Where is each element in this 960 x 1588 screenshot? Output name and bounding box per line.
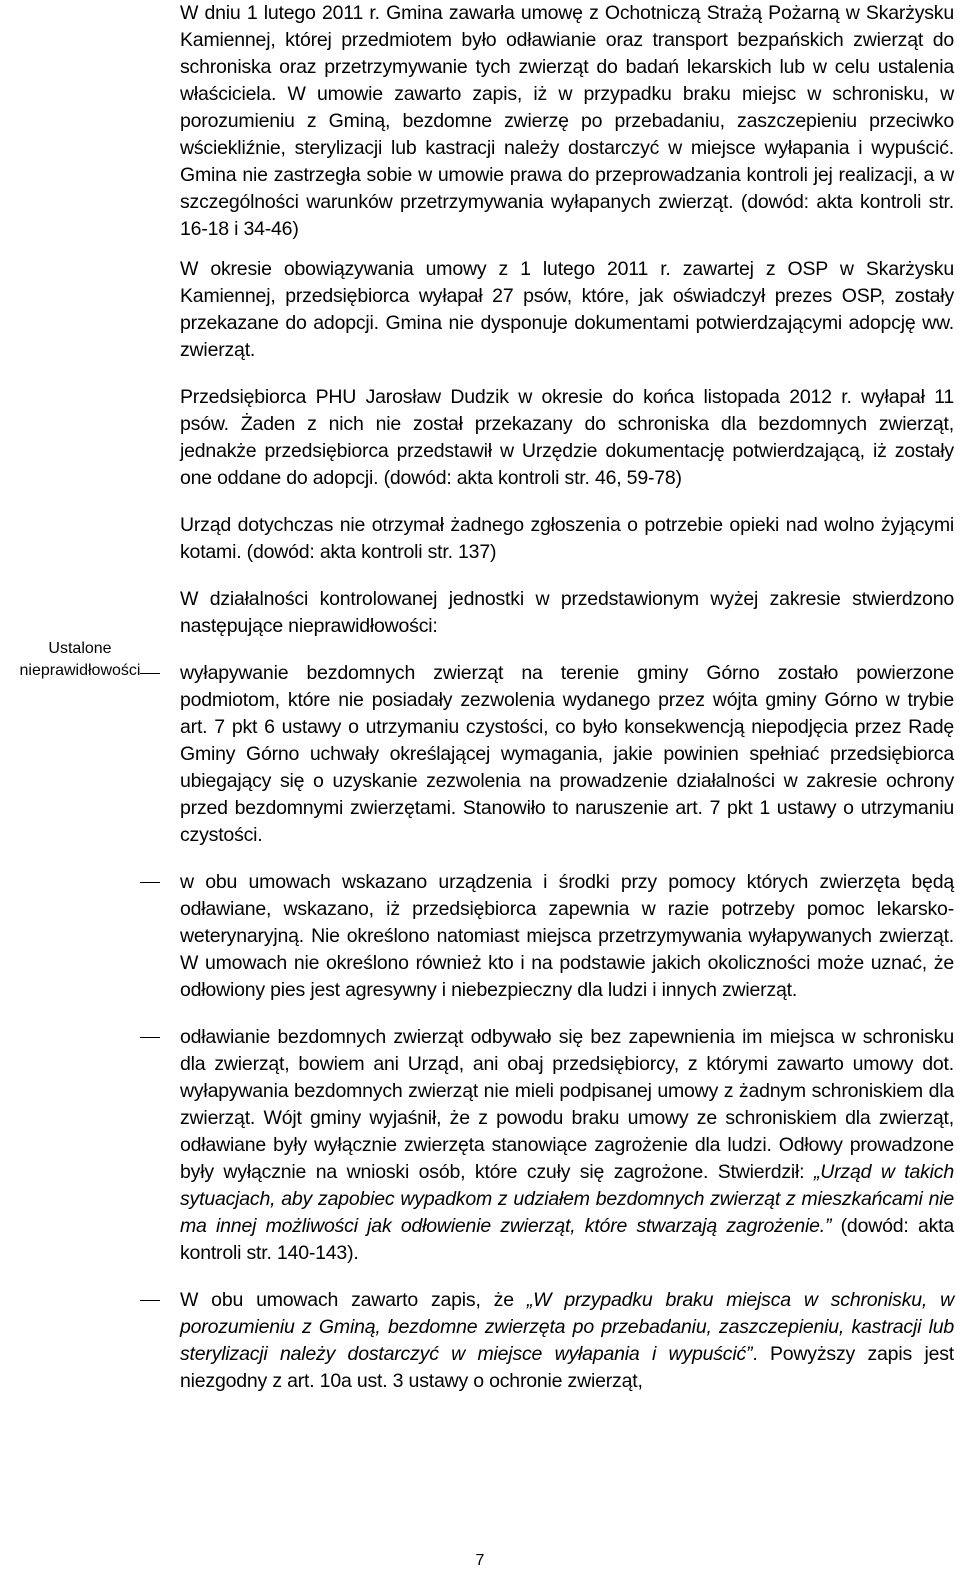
document-body: [180, 0, 954, 1415]
list-item: [140, 1024, 954, 1267]
list-item-text-end: (dowód: akta kontroli str. 140-143).: [180, 1215, 955, 1264]
margin-label-findings: [0, 638, 160, 682]
paragraph-osp-contract: W dniu 1 lutego 2011 r. Gmina zawarła umowę z Ochotniczą Strażą Pożarną w Skarżysku Kamiennej, której przedmiotem było odławianie oraz transport bezpańskich zwierząt do schroniska oraz przetrzymywanie tych zwierząt do badań lekarskich lub w celu ustalenia właściciela. W umowie zawarto zapis, iż w przypadku braku miejsc w schronisku, w porozumieniu z Gminą, bezdomne zwierzę po przebadaniu, zaszczepieniu przeciwko wściekliźnie, sterylizacji lub kastracji należy dostarczyć w miejsce wyłapania i wypuścić. Gmina nie zastrzegła sobie w umowie prawa do przeprowadzania kontroli jej realizacji, a w szczególności warunków przetrzymywania wyłapanych zwierząt. (dowód: akta kontroli str. 16-18 i 34-46): [180, 2, 954, 240]
list-item-text: wyłapywanie bezdomnych zwierząt na terenie gminy Górno zostało powierzone podmiotom, które nie posiadały zezwolenia wydanego przez wójta gminy Górno w trybie art. 7 pkt 6 ustawy o utrzymaniu czystości, co było konsekwencją niepodjęcia przez Radę Gminy Górno uchwały określającej wymagania, jakie powinien spełniać przedsiębiorca ubiegający się o uzyskanie zezwolenia na prowadzenie działalności w zakresie ochrony przed bezdomnymi zwierzętami. Stanowiło to naruszenie art. 7 pkt 1 ustawy o utrzymaniu czystości.: [180, 662, 954, 846]
quote-wojt: „Urząd w takich sytuacjach, aby zapobiec wypadkom z udziałem bezdomnych zwierząt z mieszkańcami nie ma innej możliwości jak odłowienie zwierząt, które stwarzają zagrożenie.”: [180, 1161, 954, 1237]
dash-bullet-icon: [140, 1300, 160, 1301]
list-item: [140, 869, 954, 1004]
quote-contract-clause: „W przypadku braku miejsca w schronisku, w porozumieniu z Gminą, bezdomne zwierzęta po przebadaniu, zaszczepieniu, kastracji lub sterylizacji należy dostarczyć w miejsce wyłapania i wypuścić”: [180, 1289, 954, 1365]
list-item-text-start: odławianie bezdomnych zwierząt odbywało się bez zapewnienia im miejsca w schronisku dla zwierząt, bowiem ani Urząd, ani obaj przedsiębiorcy, z którymi zawarto umowy dot. wyłapywania bezdomnych zwierząt nie mieli podpisanej umowy z żadnym schroniskiem dla zwierząt. Wójt gminy wyjaśnił, że z powodu braku umowy ze schroniskiem dla zwierząt, odławiane były wyłącznie zwierzęta stanowiące zagrożenie dla ludzi. Odłowy prowadzone były wyłącznie na wnioski osób, które czuły się zagrożone. Stwierdził:: [180, 1026, 954, 1183]
dash-bullet-icon: [140, 1037, 160, 1038]
page-number: 7: [475, 1552, 485, 1569]
list-item-text-start: W obu umowach zawarto zapis, że: [180, 1289, 527, 1311]
list-item-text: [180, 1287, 954, 1395]
paragraph-osp-dogs: W okresie obowiązywania umowy z 1 lutego 2011 r. zawartej z OSP w Skarżysku Kamiennej, przedsiębiorca wyłapał 27 psów, które, jak oświadczył prezes OSP, zostały przekazane do adopcji. Gmina nie dysponuje dokumentami potwierdzającymi adopcję ww. zwierząt.: [180, 258, 954, 361]
list-item: [140, 660, 954, 849]
paragraph-cats: Urząd dotychczas nie otrzymał żadnego zgłoszenia o potrzebie opieki nad wolno żyjącymi kotami. (dowód: akta kontroli str. 137): [180, 514, 954, 563]
list-item-text: [180, 1024, 954, 1267]
paragraph-irregularities-intro: W działalności kontrolowanej jednostki w przedstawionym wyżej zakresie stwierdzono następujące nieprawidłowości:: [180, 588, 954, 637]
list-item: [140, 1287, 954, 1395]
margin-label-line1: Ustalone: [48, 640, 112, 657]
margin-label-line2: nieprawidłowości: [19, 662, 141, 679]
list-item-text: w obu umowach wskazano urządzenia i środki przy pomocy których zwierzęta będą odławiane, wskazano, iż przedsiębiorca zapewnia w razie potrzeby pomoc lekarsko-weterynaryjną. Nie określono natomiast miejsca przetrzymywania wyłapywanych zwierząt. W umowach nie określono również kto i na podstawie jakich okoliczności może uznać, że odłowiony pies jest agresywny i niebezpieczny dla ludzi i innych zwierząt.: [180, 871, 954, 1001]
dash-bullet-icon: [140, 673, 160, 674]
irregularities-list: [180, 660, 954, 1395]
list-item-text-end: . Powyższy zapis jest niezgodny z art. 10a ust. 3 ustawy o ochronie zwierząt,: [180, 1343, 954, 1392]
dash-bullet-icon: [140, 882, 160, 883]
paragraph-phu-dogs: Przedsiębiorca PHU Jarosław Dudzik w okresie do końca listopada 2012 r. wyłapał 11 psów. Żaden z nich nie został przekazany do schroniska dla bezdomnych zwierząt, jednakże przedsiębiorca przedstawił w Urzędzie dokumentację potwierdzającą, iż zostały one oddane do adopcji. (dowód: akta kontroli str. 46, 59-78): [180, 386, 954, 489]
